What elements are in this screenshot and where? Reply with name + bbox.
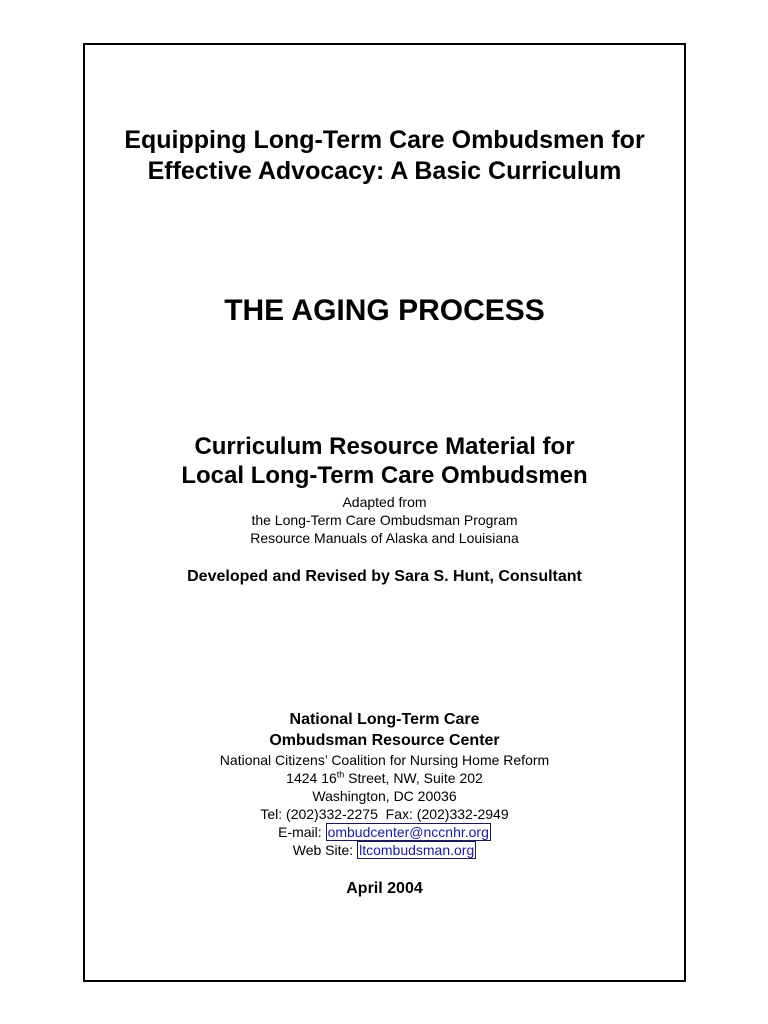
street-number: 1424 16	[286, 770, 337, 786]
street-address	[85, 769, 684, 787]
city-state-zip: Washington, DC 20036	[312, 788, 457, 804]
adapted-line-2: the Long-Term Care Ombudsman Program	[251, 512, 518, 528]
center-name-line-1: National Long-Term Care	[289, 711, 480, 728]
coalition-name: National Citizens’ Coalition for Nursing Home Reform	[219, 752, 550, 768]
subtitle-line-1: Curriculum Resource Material for	[194, 433, 575, 460]
adapted-line-3: Resource Manuals of Alaska and Louisiana	[250, 530, 519, 546]
document-title	[85, 125, 684, 187]
document-title-line-1: Equipping Long-Term Care Ombudsmen for	[124, 126, 645, 154]
page-border-frame	[83, 43, 686, 982]
adapted-from-note	[85, 493, 684, 547]
subtitle	[85, 432, 684, 490]
developer-credit: Developed and Revised by Sara S. Hunt, Consultant	[187, 568, 582, 585]
document-title-line-2: Effective Advocacy: A Basic Curriculum	[147, 157, 622, 185]
publication-date: April 2004	[346, 880, 423, 897]
website-label: Web Site:	[292, 842, 358, 858]
street-suffix: th	[336, 769, 345, 780]
website-row	[85, 841, 684, 859]
website-link[interactable]: ltcombudsman.org	[359, 842, 475, 858]
phone-fax: Tel: (202)332-2275 Fax: (202)332-2949	[260, 806, 509, 822]
adapted-line-1: Adapted from	[342, 494, 427, 510]
email-row	[85, 823, 684, 841]
email-link[interactable]: ombudcenter@nccnhr.org	[327, 824, 489, 840]
resource-center-name	[85, 709, 684, 751]
center-name-line-2: Ombudsman Resource Center	[269, 732, 500, 749]
email-label: E-mail:	[278, 824, 326, 840]
main-heading: THE AGING PROCESS	[224, 294, 545, 327]
subtitle-line-2: Local Long-Term Care Ombudsmen	[181, 462, 588, 489]
contact-address	[85, 751, 684, 859]
street-rest: Street, NW, Suite 202	[344, 770, 483, 786]
